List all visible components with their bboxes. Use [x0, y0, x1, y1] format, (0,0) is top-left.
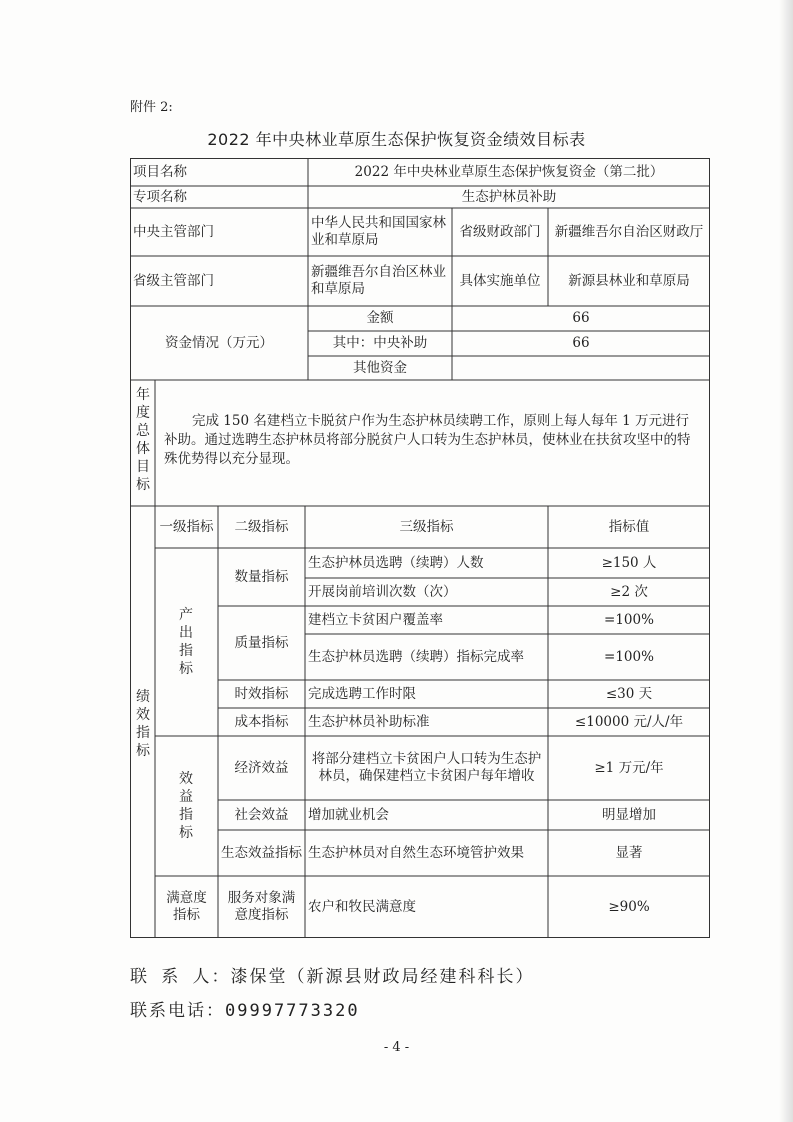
- contact-phone: 联系电话：09997773320: [130, 1001, 360, 1021]
- funds-label: 资金情况（万元）: [165, 334, 273, 351]
- indicator-q1-value: ≥150 人: [601, 554, 657, 571]
- ecological-benefit-label: 生态效益指标: [221, 844, 302, 861]
- benefit-indicators-label: 效益指标: [179, 771, 193, 841]
- indicator-sat1-value: ≥90%: [608, 898, 650, 915]
- indicator-t1-name: 完成选聘工作时限: [308, 685, 416, 702]
- performance-indicators-label: 绩效指标: [136, 689, 150, 759]
- impl-unit-label: 具体实施单位: [459, 272, 541, 289]
- project-name-label: 项目名称: [133, 163, 187, 180]
- header-level3: 三级指标: [399, 518, 454, 535]
- indicator-ql1-value: =100%: [604, 611, 654, 628]
- indicator-ql2-value: =100%: [604, 648, 654, 665]
- central-dept-value: 中华人民共和国国家林业和草原局: [311, 215, 446, 248]
- scan-edge-shadow: [779, 0, 793, 1122]
- indicator-s1-name: 增加就业机会: [308, 806, 389, 823]
- central-sub-value: 66: [572, 335, 590, 351]
- indicator-eco1-name: 生态护林员对自然生态环境管护效果: [308, 844, 524, 861]
- prov-dept-value: 新疆维吾尔自治区林业和草原局: [311, 264, 446, 297]
- service-satisfaction-label: 服务对象满意度指标: [227, 890, 296, 923]
- header-level1: 一级指标: [159, 518, 214, 535]
- indicator-sat1-name: 农户和牧民满意度: [308, 898, 416, 915]
- attachment-label: 附件 2:: [130, 100, 173, 115]
- amount-label: 金额: [366, 310, 394, 326]
- indicator-eco1-value: 显著: [615, 844, 643, 861]
- prov-finance-value: 新疆维吾尔自治区财政厅: [554, 223, 704, 240]
- impl-unit-value: 新源县林业和草原局: [568, 272, 690, 289]
- indicator-c1-value: ≤10000 元/人/年: [574, 713, 684, 730]
- contact-person: 联 系 人：漆保堂（新源县财政局经建科科长）: [130, 967, 535, 987]
- project-name-value: 2022 年中央林业草原生态保护恢复资金（第二批）: [354, 163, 664, 180]
- quality-indicator-label: 质量指标: [234, 634, 289, 651]
- indicator-ql1-name: 建档立卡贫困户覆盖率: [308, 611, 443, 628]
- central-sub-label: 其中：中央补助: [332, 335, 428, 351]
- cost-indicator-label: 成本指标: [234, 713, 289, 730]
- special-name-label: 专项名称: [133, 188, 187, 205]
- prov-dept-label: 省级主管部门: [133, 272, 214, 289]
- time-indicator-label: 时效指标: [234, 685, 289, 702]
- indicator-s1-value: 明显增加: [602, 806, 656, 823]
- economic-benefit-label: 经济效益: [234, 759, 289, 776]
- other-funds-value: [452, 356, 710, 380]
- performance-table: [130, 158, 710, 938]
- central-dept-label: 中央主管部门: [133, 223, 214, 240]
- page-number: - 4 -: [383, 1040, 410, 1055]
- output-indicators-label: 产出指标: [179, 607, 193, 677]
- indicator-e1-name: 将部分建档立卡贫困户人口转为生态护林员，确保建档立卡贫困户每年增收: [311, 751, 542, 784]
- satisfaction-indicators-label: 满意度指标: [166, 890, 207, 923]
- indicator-c1-name: 生态护林员补助标准: [308, 713, 430, 730]
- annual-goal-label: 年度总体目标: [136, 387, 150, 493]
- amount-value: 66: [572, 310, 590, 326]
- indicator-q2-name: 开展岗前培训次数（次）: [308, 583, 457, 600]
- indicator-e1-value: ≥1 万元/年: [594, 759, 664, 776]
- quantity-indicator-label: 数量指标: [234, 568, 289, 585]
- special-name-value: 生态护林员补助: [461, 188, 557, 205]
- social-benefit-label: 社会效益: [234, 806, 289, 823]
- indicator-ql2-name: 生态护林员选聘（续聘）指标完成率: [308, 648, 524, 665]
- indicator-t1-value: ≤30 天: [605, 685, 653, 702]
- header-level2: 二级指标: [234, 518, 289, 535]
- other-funds-label: 其他资金: [353, 359, 407, 376]
- indicator-q1-name: 生态护林员选聘（续聘）人数: [308, 554, 484, 571]
- page-title: 2022 年中央林业草原生态保护恢复资金绩效目标表: [207, 130, 586, 149]
- prov-finance-label: 省级财政部门: [459, 223, 541, 240]
- annual-goal-text: 完成 150 名建档立卡脱贫户作为生态护林员续聘工作，原则上每人每年 1 万元进行补助。通过选聘生态护林员将部分脱贫户人口转为生态护林员，使林业在扶贫攻坚中的特殊优势得以充分显现。: [164, 413, 691, 467]
- indicator-q2-value: ≥2 次: [610, 583, 648, 600]
- header-value: 指标值: [608, 518, 650, 535]
